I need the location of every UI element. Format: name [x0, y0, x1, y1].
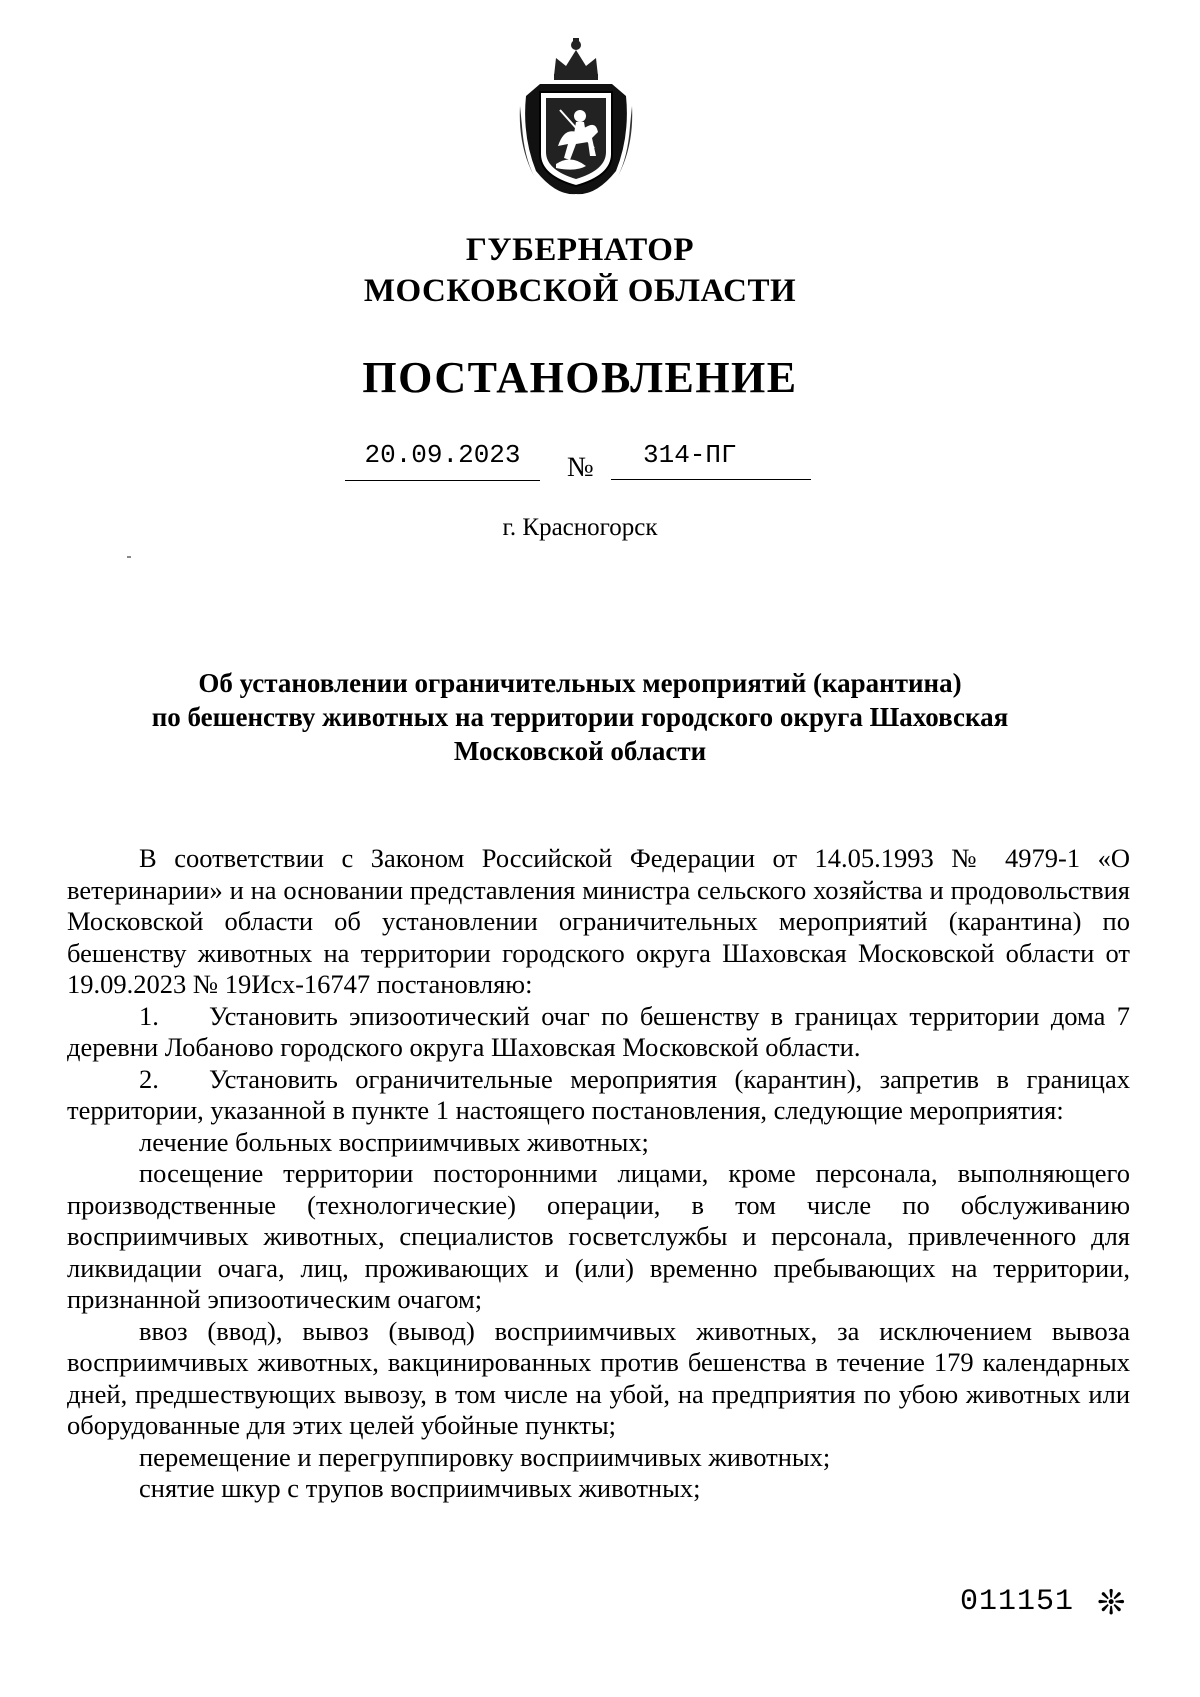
item-2 — [67, 1064, 1130, 1127]
authority-line-2: МОСКОВСКОЙ ОБЛАСТИ — [363, 273, 797, 309]
document-type: ПОСТАНОВЛЕНИЕ — [362, 353, 798, 402]
item-2-text: Установить ограничительные мероприятия (карантин), запретив в границах территории, указанной в пункте 1 настоящего постановления, следующие мероприятия: — [67, 1063, 1130, 1125]
measure-2: посещение территории посторонними лицами, кроме персонала, выполняющего производственные (технологические) операции, в том числе по обслуживанию восприимчивых животных, специалистов госветслужбы и персонала, привлеченного для ликвидации очага, лиц, проживающих и (или) временно пребывающих на территории, признанной эпизоотическим очагом; — [67, 1158, 1130, 1314]
document-body — [67, 843, 1130, 1505]
document-title — [100, 666, 1060, 768]
measure-5: снятие шкур с трупов восприимчивых животных; — [139, 1473, 701, 1503]
asterisk-mark-icon: ❊ — [1097, 1583, 1126, 1623]
city: г. Красногорск — [502, 514, 658, 541]
number-sign: № — [567, 452, 594, 483]
title-line-2: по бешенству животных на территории городского округа Шаховская — [151, 702, 1009, 732]
document-number: 314-ПГ — [611, 440, 811, 480]
measure-1: лечение больных восприимчивых животных; — [139, 1126, 649, 1157]
preamble: В соответствии с Законом Российской Федерации от 14.05.1993 № 4979-1 «О ветеринарии» и на основании представления министра сельского хозяйства и продовольствия Московской области об установлении ограничительных мероприятий (карантина) по бешенству животных на территории городского округа Шаховская Московской области от 19.09.2023 № 19Исх-16747 постановляю: — [67, 843, 1130, 999]
measure-4: перемещение и перегруппировку восприимчивых животных; — [139, 1441, 831, 1472]
item-1 — [67, 1001, 1130, 1064]
item-1-text: Установить эпизоотический очаг по бешенству в границах территории дома 7 деревни Лобаново городского округа Шаховская Московской области. — [67, 1000, 1130, 1062]
scan-speck — [127, 556, 131, 558]
document-date: 20.09.2023 — [345, 440, 540, 481]
item-2-number: 2. — [139, 1063, 159, 1094]
coat-of-arms-icon — [516, 36, 636, 198]
authority-line-1: ГУБЕРНАТОР — [465, 232, 695, 268]
title-line-3: Московской области — [453, 736, 707, 766]
item-1-number: 1. — [139, 1000, 159, 1031]
form-serial-number: 011151 — [960, 1585, 1075, 1619]
title-line-1: Об установлении ограничительных мероприятий (карантина) — [198, 668, 962, 698]
measure-3: ввоз (ввод), вывоз (вывод) восприимчивых животных, за исключением вывоза восприимчивых животных, вакцинированных против бешенства в течение 179 календарных дней, предшествующих вывозу, в том числе на убой, на предприятия по убою животных или оборудованные для этих целей убойные пункты; — [67, 1315, 1130, 1440]
